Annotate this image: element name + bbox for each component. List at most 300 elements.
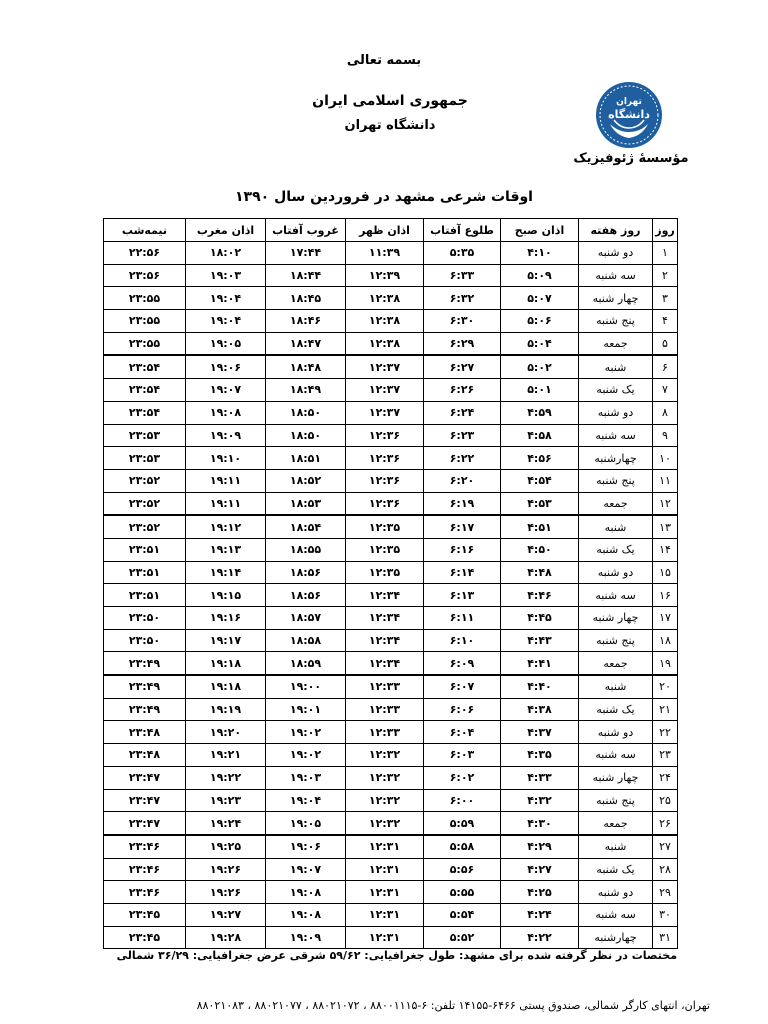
cell-dhuhr: ۱۲:۳۱	[346, 926, 424, 949]
cell-maghrib: ۱۹:۱۸	[186, 652, 266, 675]
cell-sunrise: ۶:۱۱	[424, 607, 501, 630]
cell-fajr: ۴:۲۵	[501, 881, 579, 904]
cell-fajr: ۵:۰۱	[501, 379, 579, 402]
cell-fajr: ۴:۳۲	[501, 789, 579, 812]
logo-text-top: تهران	[616, 97, 642, 107]
cell-midnight: ۲۳:۴۷	[104, 812, 186, 835]
cell-weekday: سه شنبه	[579, 264, 653, 287]
cell-dhuhr: ۱۲:۳۴	[346, 652, 424, 675]
cell-weekday: دو شنبه	[579, 242, 653, 265]
cell-midnight: ۲۳:۵۱	[104, 538, 186, 561]
cell-fajr: ۴:۲۷	[501, 858, 579, 881]
cell-dhuhr: ۱۲:۳۸	[346, 310, 424, 333]
cell-weekday: دو شنبه	[579, 401, 653, 424]
cell-sunset: ۱۸:۵۹	[266, 652, 346, 675]
cell-weekday: جمعه	[579, 492, 653, 515]
cell-fajr: ۴:۵۸	[501, 424, 579, 447]
cell-day: ۱۶	[653, 584, 678, 607]
cell-midnight: ۲۳:۵۳	[104, 447, 186, 470]
republic-heading: جمهوری اسلامی ایران	[312, 93, 468, 109]
table-row	[104, 858, 678, 881]
cell-dhuhr: ۱۲:۳۲	[346, 766, 424, 789]
cell-sunset: ۱۸:۵۵	[266, 538, 346, 561]
cell-sunrise: ۵:۵۶	[424, 858, 501, 881]
address-line: تهران، انتهای کارگر شمالی، صندوق پستی ۶۴۶۶-۱۴۱۵۵ تلفن: ۶-۸۸۰۰۱۱۱۵ ، ۸۸۰۲۱۰۷۲ ، ۸۸۰۲۱۰۷۷ ، ۸۸۰۲۱۰۸۳	[196, 999, 710, 1012]
cell-weekday: پنج شنبه	[579, 789, 653, 812]
cell-midnight: ۲۳:۴۹	[104, 698, 186, 721]
table-row	[104, 766, 678, 789]
cell-day: ۲	[653, 264, 678, 287]
cell-dhuhr: ۱۲:۳۶	[346, 424, 424, 447]
cell-day: ۲۵	[653, 789, 678, 812]
cell-weekday: سه شنبه	[579, 424, 653, 447]
coordinates-note: مختصات در نظر گرفته شده برای مشهد: طول جغرافیایی: ۵۹/۶۲ شرقی عرض جغرافیایی: ۳۶/۲۹ شمالی	[116, 949, 677, 962]
cell-maghrib: ۱۹:۱۳	[186, 538, 266, 561]
cell-sunset: ۱۹:۰۷	[266, 858, 346, 881]
table-row	[104, 721, 678, 744]
cell-sunset: ۱۸:۵۴	[266, 515, 346, 538]
cell-maghrib: ۱۸:۰۲	[186, 242, 266, 265]
cell-midnight: ۲۳:۵۱	[104, 561, 186, 584]
cell-sunset: ۱۹:۰۳	[266, 766, 346, 789]
cell-fajr: ۴:۳۵	[501, 744, 579, 767]
cell-day: ۵	[653, 332, 678, 355]
cell-weekday: سه شنبه	[579, 744, 653, 767]
cell-day: ۲۳	[653, 744, 678, 767]
cell-dhuhr: ۱۲:۳۱	[346, 835, 424, 858]
cell-dhuhr: ۱۲:۳۱	[346, 881, 424, 904]
cell-midnight: ۲۳:۵۱	[104, 584, 186, 607]
cell-day: ۷	[653, 379, 678, 402]
cell-sunrise: ۶:۲۴	[424, 401, 501, 424]
cell-day: ۶	[653, 355, 678, 378]
cell-weekday: چهار شنبه	[579, 766, 653, 789]
cell-midnight: ۲۳:۴۵	[104, 903, 186, 926]
cell-dhuhr: ۱۲:۳۵	[346, 561, 424, 584]
table-row	[104, 698, 678, 721]
cell-dhuhr: ۱۲:۳۸	[346, 332, 424, 355]
cell-weekday: چهارشنبه	[579, 447, 653, 470]
cell-sunset: ۱۸:۴۷	[266, 332, 346, 355]
cell-fajr: ۴:۳۰	[501, 812, 579, 835]
cell-maghrib: ۱۹:۲۷	[186, 903, 266, 926]
cell-sunset: ۱۸:۴۹	[266, 379, 346, 402]
header-day: روز	[653, 219, 678, 242]
table-row	[104, 264, 678, 287]
cell-maghrib: ۱۹:۲۱	[186, 744, 266, 767]
cell-sunset: ۱۹:۰۱	[266, 698, 346, 721]
header-weekday: روز هفته	[579, 219, 653, 242]
cell-sunset: ۱۸:۵۰	[266, 401, 346, 424]
cell-weekday: دو شنبه	[579, 561, 653, 584]
cell-day: ۱۳	[653, 515, 678, 538]
cell-midnight: ۲۳:۵۴	[104, 379, 186, 402]
table-row	[104, 584, 678, 607]
institute-name: مؤسسهٔ ژئوفیزیک	[573, 151, 689, 166]
cell-weekday: دو شنبه	[579, 881, 653, 904]
cell-day: ۲۲	[653, 721, 678, 744]
cell-fajr: ۴:۴۵	[501, 607, 579, 630]
cell-dhuhr: ۱۲:۳۷	[346, 355, 424, 378]
cell-day: ۲۶	[653, 812, 678, 835]
cell-weekday: شنبه	[579, 835, 653, 858]
cell-midnight: ۲۳:۵۲	[104, 469, 186, 492]
cell-day: ۳۰	[653, 903, 678, 926]
cell-dhuhr: ۱۱:۳۹	[346, 242, 424, 265]
cell-sunset: ۱۹:۰۴	[266, 789, 346, 812]
table-row	[104, 242, 678, 265]
cell-fajr: ۴:۵۴	[501, 469, 579, 492]
cell-fajr: ۵:۰۶	[501, 310, 579, 333]
cell-weekday: شنبه	[579, 515, 653, 538]
cell-sunrise: ۶:۱۹	[424, 492, 501, 515]
cell-sunrise: ۶:۰۷	[424, 675, 501, 698]
cell-sunset: ۱۸:۵۶	[266, 561, 346, 584]
cell-maghrib: ۱۹:۲۵	[186, 835, 266, 858]
cell-fajr: ۴:۵۱	[501, 515, 579, 538]
cell-sunrise: ۵:۵۵	[424, 881, 501, 904]
cell-sunrise: ۶:۲۹	[424, 332, 501, 355]
cell-sunrise: ۶:۲۶	[424, 379, 501, 402]
header-fajr: اذان صبح	[501, 219, 579, 242]
cell-sunset: ۱۹:۰۸	[266, 903, 346, 926]
cell-maghrib: ۱۹:۲۶	[186, 881, 266, 904]
cell-sunset: ۱۸:۵۳	[266, 492, 346, 515]
table-header-row	[104, 219, 678, 242]
cell-dhuhr: ۱۲:۳۶	[346, 447, 424, 470]
cell-sunset: ۱۹:۰۰	[266, 675, 346, 698]
cell-maghrib: ۱۹:۲۸	[186, 926, 266, 949]
cell-dhuhr: ۱۲:۳۷	[346, 379, 424, 402]
cell-sunrise: ۵:۵۲	[424, 926, 501, 949]
cell-sunrise: ۵:۵۴	[424, 903, 501, 926]
table-row	[104, 607, 678, 630]
cell-sunrise: ۶:۱۳	[424, 584, 501, 607]
cell-day: ۱	[653, 242, 678, 265]
cell-midnight: ۲۳:۴۷	[104, 789, 186, 812]
cell-midnight: ۲۳:۴۶	[104, 858, 186, 881]
cell-midnight: ۲۳:۴۸	[104, 744, 186, 767]
cell-sunrise: ۶:۲۳	[424, 424, 501, 447]
cell-weekday: شنبه	[579, 355, 653, 378]
cell-sunrise: ۶:۱۶	[424, 538, 501, 561]
cell-fajr: ۴:۴۰	[501, 675, 579, 698]
cell-dhuhr: ۱۲:۳۴	[346, 584, 424, 607]
cell-fajr: ۵:۰۴	[501, 332, 579, 355]
cell-fajr: ۴:۱۰	[501, 242, 579, 265]
cell-maghrib: ۱۹:۰۴	[186, 287, 266, 310]
cell-weekday: پنج شنبه	[579, 310, 653, 333]
cell-day: ۸	[653, 401, 678, 424]
cell-weekday: جمعه	[579, 332, 653, 355]
cell-dhuhr: ۱۲:۳۲	[346, 744, 424, 767]
cell-fajr: ۴:۴۸	[501, 561, 579, 584]
cell-midnight: ۲۳:۵۳	[104, 424, 186, 447]
cell-day: ۲۷	[653, 835, 678, 858]
cell-sunset: ۱۸:۴۸	[266, 355, 346, 378]
cell-weekday: چهار شنبه	[579, 287, 653, 310]
cell-weekday: شنبه	[579, 675, 653, 698]
cell-midnight: ۲۳:۵۵	[104, 310, 186, 333]
cell-day: ۱۹	[653, 652, 678, 675]
cell-fajr: ۵:۰۷	[501, 287, 579, 310]
cell-midnight: ۲۳:۵۰	[104, 607, 186, 630]
cell-dhuhr: ۱۲:۳۸	[346, 287, 424, 310]
cell-sunset: ۱۸:۴۵	[266, 287, 346, 310]
cell-maghrib: ۱۹:۰۹	[186, 424, 266, 447]
cell-sunrise: ۶:۳۰	[424, 310, 501, 333]
cell-weekday: پنج شنبه	[579, 469, 653, 492]
cell-day: ۱۸	[653, 629, 678, 652]
cell-maghrib: ۱۹:۰۶	[186, 355, 266, 378]
cell-midnight: ۲۳:۵۵	[104, 287, 186, 310]
table-row	[104, 835, 678, 858]
cell-fajr: ۴:۳۷	[501, 721, 579, 744]
cell-day: ۲۴	[653, 766, 678, 789]
cell-fajr: ۴:۴۶	[501, 584, 579, 607]
cell-maghrib: ۱۹:۱۴	[186, 561, 266, 584]
cell-maghrib: ۱۹:۱۶	[186, 607, 266, 630]
cell-day: ۱۷	[653, 607, 678, 630]
cell-dhuhr: ۱۲:۳۲	[346, 812, 424, 835]
cell-sunrise: ۶:۳۳	[424, 264, 501, 287]
university-logo	[594, 80, 664, 150]
table-row	[104, 881, 678, 904]
cell-weekday: یک شنبه	[579, 538, 653, 561]
cell-day: ۱۲	[653, 492, 678, 515]
cell-midnight: ۲۳:۴۶	[104, 881, 186, 904]
cell-maghrib: ۱۹:۲۲	[186, 766, 266, 789]
university-heading: دانشگاه تهران	[344, 118, 436, 133]
header-sunset: غروب آفتاب	[266, 219, 346, 242]
cell-midnight: ۲۳:۴۷	[104, 766, 186, 789]
cell-sunset: ۱۹:۰۹	[266, 926, 346, 949]
cell-sunrise: ۵:۳۵	[424, 242, 501, 265]
cell-weekday: یک شنبه	[579, 379, 653, 402]
cell-sunrise: ۶:۲۲	[424, 447, 501, 470]
cell-dhuhr: ۱۲:۳۱	[346, 858, 424, 881]
cell-weekday: سه شنبه	[579, 903, 653, 926]
cell-weekday: پنج شنبه	[579, 629, 653, 652]
cell-fajr: ۴:۴۳	[501, 629, 579, 652]
cell-midnight: ۲۳:۴۹	[104, 652, 186, 675]
table-row	[104, 332, 678, 355]
cell-day: ۱۰	[653, 447, 678, 470]
cell-dhuhr: ۱۲:۳۵	[346, 515, 424, 538]
cell-sunset: ۱۷:۴۴	[266, 242, 346, 265]
cell-sunrise: ۶:۳۲	[424, 287, 501, 310]
cell-midnight: ۲۳:۴۶	[104, 835, 186, 858]
table-body	[104, 242, 678, 949]
cell-fajr: ۴:۴۱	[501, 652, 579, 675]
cell-sunset: ۱۸:۴۶	[266, 310, 346, 333]
cell-sunrise: ۶:۰۳	[424, 744, 501, 767]
cell-dhuhr: ۱۲:۳۹	[346, 264, 424, 287]
logo-text-main: دانشگاه	[608, 108, 650, 121]
cell-midnight: ۲۳:۵۵	[104, 332, 186, 355]
table-row	[104, 492, 678, 515]
cell-day: ۱۱	[653, 469, 678, 492]
cell-dhuhr: ۱۲:۳۴	[346, 607, 424, 630]
cell-day: ۲۸	[653, 858, 678, 881]
table-row	[104, 515, 678, 538]
table-row	[104, 355, 678, 378]
header-midnight: نیمه‌شب	[104, 219, 186, 242]
cell-dhuhr: ۱۲:۳۱	[346, 903, 424, 926]
cell-midnight: ۲۳:۵۲	[104, 492, 186, 515]
cell-day: ۱۵	[653, 561, 678, 584]
cell-midnight: ۲۳:۵۶	[104, 264, 186, 287]
cell-fajr: ۴:۵۳	[501, 492, 579, 515]
cell-fajr: ۴:۳۸	[501, 698, 579, 721]
table-row	[104, 744, 678, 767]
cell-weekday: یک شنبه	[579, 698, 653, 721]
cell-sunrise: ۵:۵۸	[424, 835, 501, 858]
cell-sunrise: ۶:۱۷	[424, 515, 501, 538]
header-maghrib: اذان مغرب	[186, 219, 266, 242]
cell-midnight: ۲۳:۵۲	[104, 515, 186, 538]
cell-fajr: ۵:۰۲	[501, 355, 579, 378]
cell-sunset: ۱۸:۵۷	[266, 607, 346, 630]
cell-day: ۲۰	[653, 675, 678, 698]
cell-maghrib: ۱۹:۰۳	[186, 264, 266, 287]
cell-sunset: ۱۸:۴۴	[266, 264, 346, 287]
table-row	[104, 469, 678, 492]
cell-day: ۲۹	[653, 881, 678, 904]
cell-sunrise: ۶:۰۰	[424, 789, 501, 812]
cell-maghrib: ۱۹:۲۶	[186, 858, 266, 881]
table-row	[104, 675, 678, 698]
cell-midnight: ۲۳:۵۴	[104, 355, 186, 378]
cell-sunset: ۱۹:۰۸	[266, 881, 346, 904]
header-sunrise: طلوع آفتاب	[424, 219, 501, 242]
cell-fajr: ۴:۵۰	[501, 538, 579, 561]
cell-weekday: چهارشنبه	[579, 926, 653, 949]
cell-dhuhr: ۱۲:۳۲	[346, 789, 424, 812]
cell-sunrise: ۶:۰۲	[424, 766, 501, 789]
cell-fajr: ۴:۲۴	[501, 903, 579, 926]
table-row	[104, 652, 678, 675]
cell-sunset: ۱۹:۰۲	[266, 744, 346, 767]
cell-dhuhr: ۱۲:۳۶	[346, 469, 424, 492]
cell-weekday: یک شنبه	[579, 858, 653, 881]
cell-weekday: سه شنبه	[579, 584, 653, 607]
cell-maghrib: ۱۹:۱۹	[186, 698, 266, 721]
table-row	[104, 538, 678, 561]
cell-day: ۱۴	[653, 538, 678, 561]
cell-day: ۹	[653, 424, 678, 447]
cell-maghrib: ۱۹:۱۸	[186, 675, 266, 698]
cell-dhuhr: ۱۲:۳۳	[346, 675, 424, 698]
table-row	[104, 424, 678, 447]
cell-dhuhr: ۱۲:۳۳	[346, 721, 424, 744]
cell-midnight: ۲۳:۴۵	[104, 926, 186, 949]
cell-weekday: چهار شنبه	[579, 607, 653, 630]
cell-dhuhr: ۱۲:۳۵	[346, 538, 424, 561]
cell-midnight: ۲۳:۵۴	[104, 401, 186, 424]
cell-maghrib: ۱۹:۲۴	[186, 812, 266, 835]
cell-sunset: ۱۸:۵۰	[266, 424, 346, 447]
table-row	[104, 561, 678, 584]
cell-maghrib: ۱۹:۱۰	[186, 447, 266, 470]
cell-fajr: ۴:۵۹	[501, 401, 579, 424]
cell-dhuhr: ۱۲:۳۳	[346, 698, 424, 721]
cell-midnight: ۲۳:۵۰	[104, 629, 186, 652]
table-row	[104, 310, 678, 333]
cell-sunset: ۱۹:۰۵	[266, 812, 346, 835]
table-row	[104, 447, 678, 470]
basmala-heading: بسمه تعالی	[346, 53, 422, 68]
cell-fajr: ۴:۲۹	[501, 835, 579, 858]
cell-weekday: دو شنبه	[579, 721, 653, 744]
table-row	[104, 629, 678, 652]
cell-day: ۳	[653, 287, 678, 310]
table-row	[104, 926, 678, 949]
table-row	[104, 789, 678, 812]
cell-sunset: ۱۹:۰۶	[266, 835, 346, 858]
cell-sunrise: ۶:۰۴	[424, 721, 501, 744]
cell-fajr: ۴:۲۲	[501, 926, 579, 949]
cell-sunrise: ۶:۲۰	[424, 469, 501, 492]
cell-sunset: ۱۸:۵۲	[266, 469, 346, 492]
cell-midnight: ۲۳:۴۸	[104, 721, 186, 744]
cell-sunrise: ۶:۱۰	[424, 629, 501, 652]
cell-maghrib: ۱۹:۱۲	[186, 515, 266, 538]
cell-dhuhr: ۱۲:۳۴	[346, 629, 424, 652]
cell-sunrise: ۵:۵۹	[424, 812, 501, 835]
cell-weekday: جمعه	[579, 652, 653, 675]
cell-maghrib: ۱۹:۲۳	[186, 789, 266, 812]
cell-sunrise: ۶:۰۹	[424, 652, 501, 675]
cell-maghrib: ۱۹:۰۷	[186, 379, 266, 402]
cell-maghrib: ۱۹:۱۷	[186, 629, 266, 652]
cell-day: ۴	[653, 310, 678, 333]
cell-dhuhr: ۱۲:۳۷	[346, 401, 424, 424]
cell-maghrib: ۱۹:۰۴	[186, 310, 266, 333]
cell-sunrise: ۶:۱۴	[424, 561, 501, 584]
cell-maghrib: ۱۹:۱۵	[186, 584, 266, 607]
cell-maghrib: ۱۹:۱۱	[186, 492, 266, 515]
table-row	[104, 287, 678, 310]
table-row	[104, 903, 678, 926]
cell-maghrib: ۱۹:۰۵	[186, 332, 266, 355]
cell-fajr: ۴:۵۶	[501, 447, 579, 470]
cell-sunset: ۱۹:۰۲	[266, 721, 346, 744]
cell-day: ۳۱	[653, 926, 678, 949]
cell-fajr: ۵:۰۹	[501, 264, 579, 287]
cell-sunset: ۱۸:۵۸	[266, 629, 346, 652]
cell-fajr: ۴:۳۳	[501, 766, 579, 789]
table-row	[104, 379, 678, 402]
cell-maghrib: ۱۹:۱۱	[186, 469, 266, 492]
cell-midnight: ۲۳:۴۹	[104, 675, 186, 698]
prayer-times-table	[103, 218, 678, 949]
cell-sunset: ۱۸:۵۱	[266, 447, 346, 470]
table-row	[104, 812, 678, 835]
cell-sunset: ۱۸:۵۶	[266, 584, 346, 607]
cell-maghrib: ۱۹:۲۰	[186, 721, 266, 744]
header-dhuhr: اذان ظهر	[346, 219, 424, 242]
table-row	[104, 401, 678, 424]
table-title: اوقات شرعی مشهد در فروردین سال ۱۳۹۰	[235, 189, 533, 205]
cell-midnight: ۲۲:۵۶	[104, 242, 186, 265]
cell-maghrib: ۱۹:۰۸	[186, 401, 266, 424]
cell-sunrise: ۶:۲۷	[424, 355, 501, 378]
cell-day: ۲۱	[653, 698, 678, 721]
cell-dhuhr: ۱۲:۳۶	[346, 492, 424, 515]
cell-sunrise: ۶:۰۶	[424, 698, 501, 721]
cell-weekday: جمعه	[579, 812, 653, 835]
